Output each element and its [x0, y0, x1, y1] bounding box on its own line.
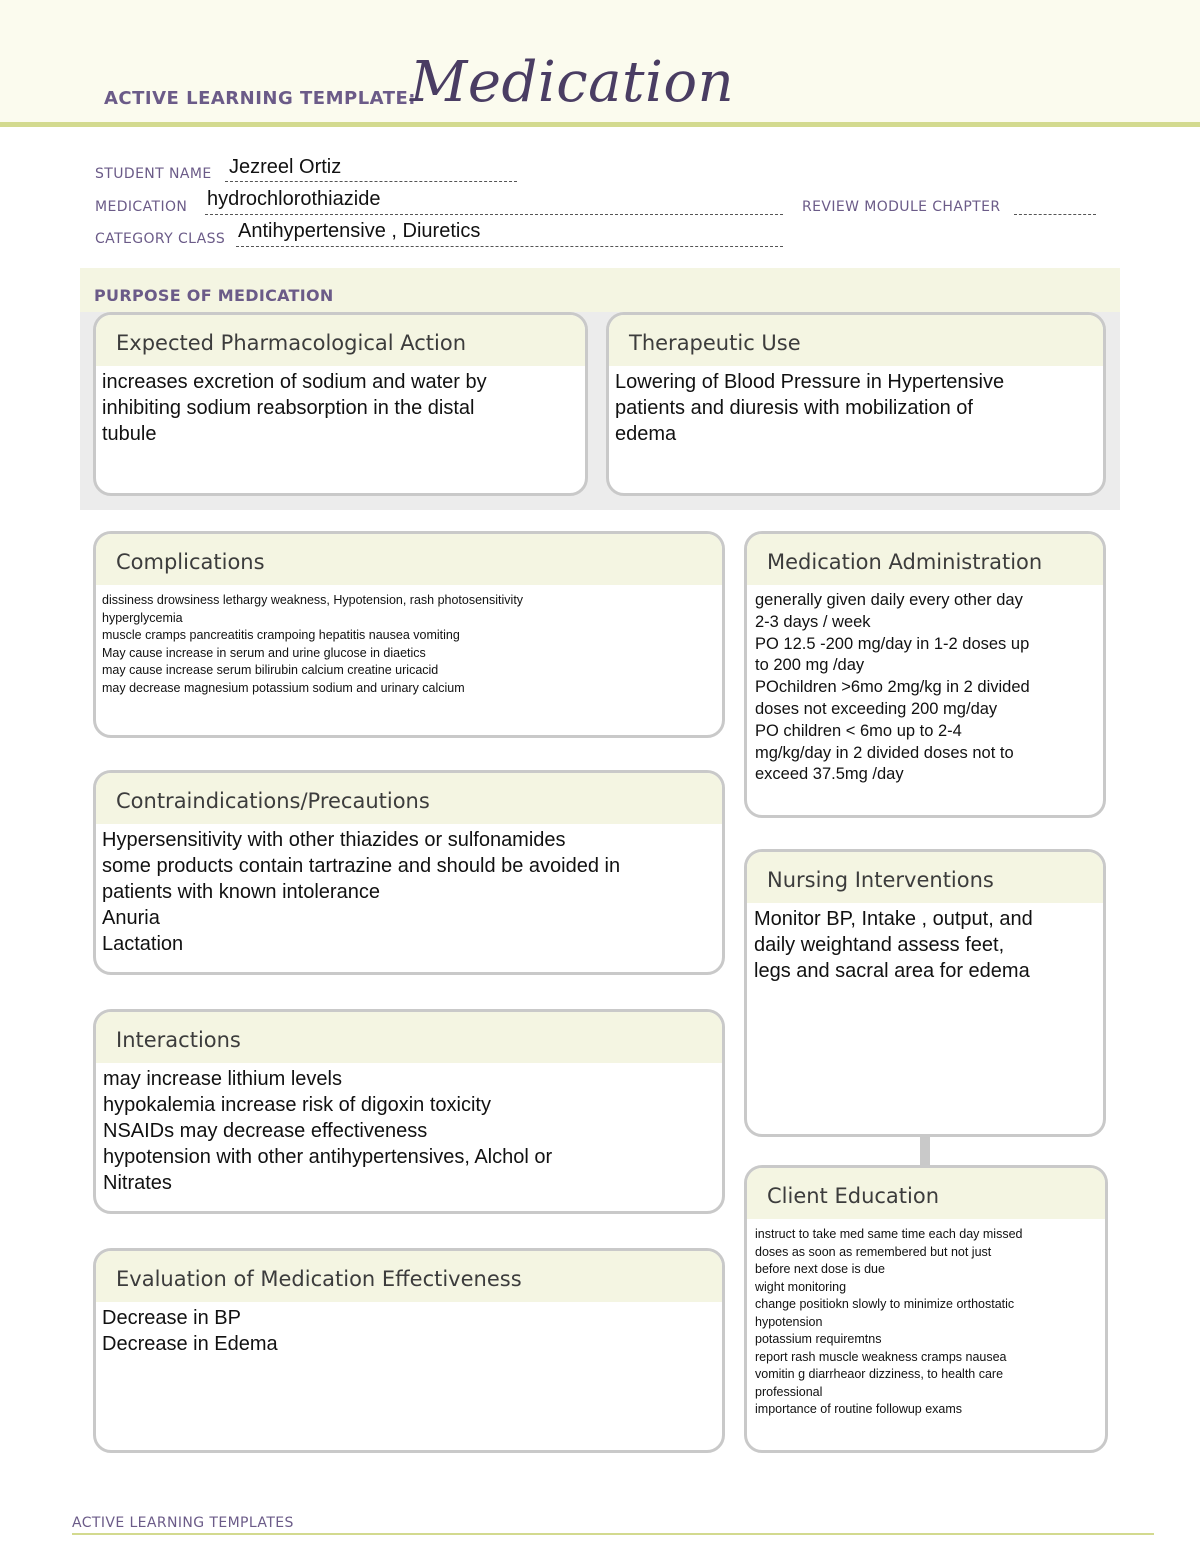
text-line: some products contain tartrazine and should be avoided in	[102, 855, 621, 877]
text-line: exceed 37.5mg /day	[755, 765, 904, 784]
text-line: daily weightand assess feet,	[754, 934, 1005, 956]
client-education-header	[747, 1168, 1105, 1219]
review-module-underline[interactable]	[1014, 214, 1096, 215]
text-line: POchildren >6mo 2mg/kg in 2 divided	[755, 678, 1030, 697]
text-line: may increase lithium levels	[103, 1068, 342, 1090]
text-line: Lactation	[102, 933, 184, 955]
evaluation-text[interactable]	[96, 1302, 722, 1357]
text-line: doses not exceeding 200 mg/day	[755, 699, 998, 718]
text-line: Anuria	[102, 907, 160, 929]
text-line: Lowering of Blood Pressure in Hypertensive	[615, 371, 1005, 393]
complications-title: Complications	[116, 550, 265, 574]
text-line: hypokalemia increase risk of digoxin toxicity	[103, 1094, 491, 1116]
text-line: Decrease in Edema	[102, 1333, 278, 1355]
text-line: May cause increase in serum and urine glucose in diaetics	[102, 645, 426, 660]
therapeutic-use-box	[606, 312, 1106, 496]
contraindications-box	[93, 770, 725, 975]
text-line: importance of routine followup exams	[755, 1402, 963, 1416]
interactions-header	[96, 1012, 722, 1063]
administration-text[interactable]	[747, 585, 1103, 786]
template-label: ACTIVE LEARNING TEMPLATE:	[104, 88, 416, 109]
text-line: Hypersensitivity with other thiazides or sulfonamides	[102, 829, 566, 851]
student-name-label: STUDENT NAME	[95, 166, 212, 182]
category-class-value[interactable]: Antihypertensive , Diuretics	[238, 220, 481, 242]
text-line: wight monitoring	[755, 1279, 847, 1294]
text-line: hypotension with other antihypertensives, Alchol or	[103, 1146, 553, 1168]
category-class-underline	[236, 246, 783, 247]
evaluation-header	[96, 1251, 722, 1302]
student-name-underline	[225, 181, 517, 182]
text-line: tubule	[102, 423, 157, 445]
text-line: muscle cramps pancreatitis crampoing hepatitis nausea vomiting	[102, 628, 460, 642]
therapeutic-use-text[interactable]	[609, 366, 1103, 447]
therapeutic-use-title: Therapeutic Use	[629, 331, 801, 355]
client-education-text[interactable]	[747, 1219, 1105, 1419]
contraindications-title: Contraindications/Precautions	[116, 789, 430, 813]
text-line: may cause increase serum bilirubin calcium creatine uricacid	[102, 663, 439, 677]
category-class-label: CATEGORY CLASS	[95, 231, 226, 247]
text-line: edema	[615, 423, 677, 445]
text-line: Decrease in BP	[102, 1307, 241, 1329]
page-title: Medication	[410, 50, 735, 115]
administration-header	[747, 534, 1103, 585]
therapeutic-use-header	[609, 315, 1103, 366]
footer-label: ACTIVE LEARNING TEMPLATES	[72, 1515, 294, 1531]
medication-value[interactable]: hydrochlorothiazide	[207, 188, 381, 210]
complications-box	[93, 531, 725, 738]
contraindications-text[interactable]	[96, 824, 722, 957]
text-line: report rash muscle weakness cramps nausea	[755, 1349, 1007, 1364]
expected-action-box	[93, 312, 588, 496]
text-line: PO children < 6mo up to 2-4	[755, 721, 962, 740]
administration-box	[744, 531, 1106, 818]
text-line: hypotension	[755, 1314, 823, 1329]
nursing-interventions-header	[747, 852, 1103, 903]
complications-text[interactable]	[96, 585, 722, 697]
text-line: PO 12.5 -200 mg/day in 1-2 doses up	[755, 634, 1030, 653]
text-line: to 200 mg /day	[755, 656, 865, 675]
contraindications-header	[96, 773, 722, 824]
text-line: vomitin g diarrheaor dizziness, to health care	[755, 1367, 1004, 1381]
purpose-label: PURPOSE OF MEDICATION	[94, 286, 334, 305]
text-line: change positiokn slowly to minimize orthostatic	[755, 1297, 1015, 1311]
expected-action-text[interactable]	[96, 366, 585, 447]
text-line: potassium requiremtns	[755, 1332, 882, 1346]
text-line: instruct to take med same time each day missed	[755, 1227, 1023, 1241]
nursing-interventions-text[interactable]	[747, 903, 1103, 984]
text-line: professional	[755, 1384, 823, 1399]
text-line: hyperglycemia	[102, 610, 183, 625]
interactions-text[interactable]	[96, 1063, 722, 1196]
evaluation-box	[93, 1248, 725, 1453]
text-line: mg/kg/day in 2 divided doses not to	[755, 743, 1014, 762]
client-education-box	[744, 1165, 1108, 1453]
text-line: patients and diuresis with mobilization of	[615, 397, 973, 419]
text-line: increases excretion of sodium and water by	[102, 371, 487, 393]
interactions-title: Interactions	[116, 1028, 241, 1052]
text-line: before next dose is due	[755, 1262, 885, 1276]
expected-action-header	[96, 315, 585, 366]
section-connector	[920, 1136, 930, 1166]
text-line: may decrease magnesium potassium sodium and urinary calcium	[102, 680, 465, 695]
nursing-interventions-title: Nursing Interventions	[767, 868, 994, 892]
evaluation-title: Evaluation of Medication Effectiveness	[116, 1267, 522, 1291]
expected-action-title: Expected Pharmacological Action	[116, 331, 467, 355]
text-line: dissiness drowsiness lethargy weakness, Hypotension, rash photosensitivity	[102, 593, 524, 607]
client-education-title: Client Education	[767, 1184, 940, 1208]
text-line: Nitrates	[103, 1172, 172, 1194]
complications-header	[96, 534, 722, 585]
interactions-box	[93, 1009, 725, 1214]
medication-label: MEDICATION	[95, 199, 188, 215]
text-line: generally given daily every other day	[755, 591, 1023, 609]
text-line: NSAIDs may decrease effectiveness	[103, 1120, 428, 1142]
student-name-value[interactable]: Jezreel Ortiz	[229, 156, 342, 178]
medication-underline	[205, 214, 783, 215]
footer-divider	[72, 1533, 1154, 1535]
text-line: inhibiting sodium reabsorption in the distal	[102, 397, 475, 419]
header-divider	[0, 122, 1200, 127]
text-line: Monitor BP, Intake , output, and	[754, 908, 1033, 930]
administration-title: Medication Administration	[767, 550, 1043, 574]
text-line: legs and sacral area for edema	[754, 960, 1030, 982]
nursing-interventions-box	[744, 849, 1106, 1137]
text-line: doses as soon as remembered but not just	[755, 1244, 992, 1259]
text-line: 2-3 days / week	[755, 612, 871, 631]
review-module-label: REVIEW MODULE CHAPTER	[802, 199, 1001, 215]
text-line: patients with known intolerance	[102, 881, 380, 903]
